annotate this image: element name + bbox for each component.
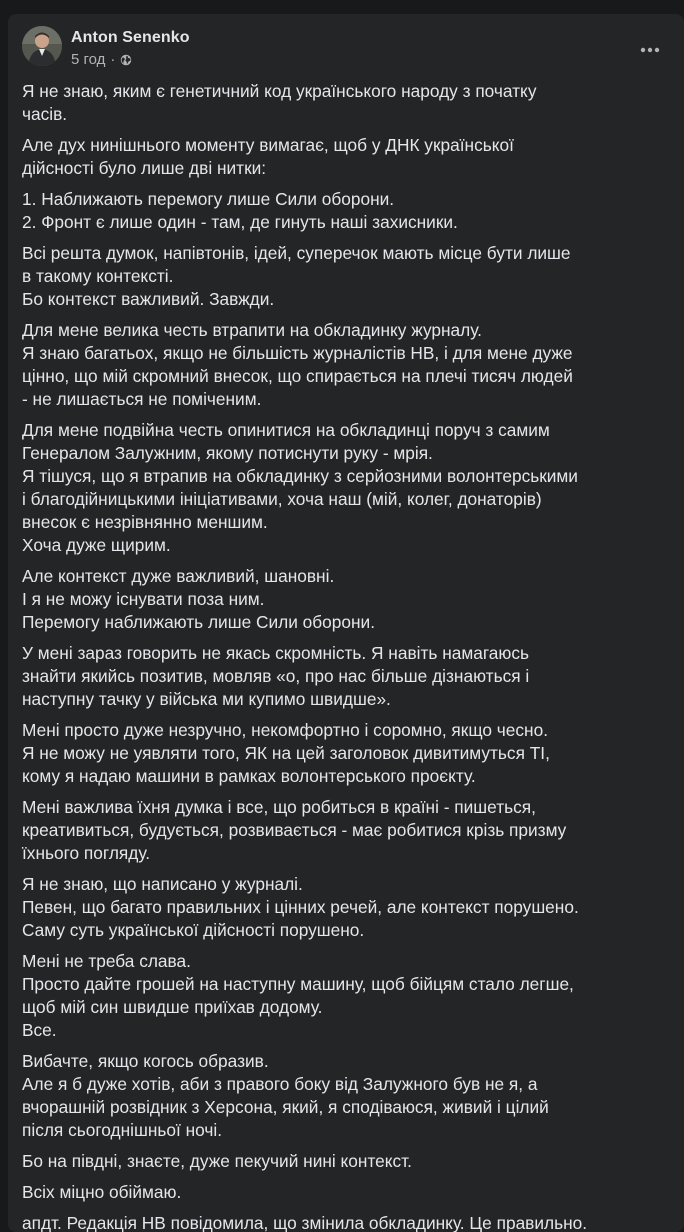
post-text-line: Для мене подвійна честь опинитися на обкладинці поруч з самим bbox=[22, 420, 550, 440]
post-text-line: Всіх міцно обіймаю. bbox=[22, 1182, 182, 1202]
post-text-line: Саму суть української дійсності порушено. bbox=[22, 920, 365, 940]
post-text-line: цінно, що мій скромний внесок, що спирається на плечі тисяч людей bbox=[22, 366, 573, 386]
post-text-line: Генералом Залужним, якому потиснути руку - мрія. bbox=[22, 443, 433, 463]
post-text-line: Мені просто дуже незручно, некомфортно і соромно, якщо чесно. bbox=[22, 720, 548, 740]
post-text-line: Я не знаю, що написано у журналі. bbox=[22, 874, 303, 894]
avatar-image bbox=[22, 26, 62, 66]
post-text-line: знайти якийсь позитив, мовляв «о, про нас більше дізнаються і bbox=[22, 666, 530, 686]
post-text-line: Але я б дуже хотів, аби з правого боку від Залужного був не я, а bbox=[22, 1074, 538, 1094]
post-header bbox=[22, 26, 670, 70]
post-text-line: кому я надаю машини в рамках волонтерського проєкту. bbox=[22, 766, 476, 786]
post-text-line: Просто дайте грошей на наступну машину, щоб бійцям стало легше, bbox=[22, 974, 574, 994]
post-text-line: Бо контекст важливий. Завжди. bbox=[22, 289, 275, 309]
post-text-line: Але дух нинішнього моменту вимагає, щоб у ДНК української bbox=[22, 135, 514, 155]
post-text-line: Мені не треба слава. bbox=[22, 951, 191, 971]
post-text-line: Вибачте, якщо когось образив. bbox=[22, 1051, 269, 1071]
post-paragraph bbox=[22, 950, 672, 1042]
post-paragraph bbox=[22, 242, 672, 311]
meta-separator: · bbox=[110, 51, 116, 68]
post-text-line: щоб мій син швидше приїхав додому. bbox=[22, 997, 323, 1017]
post-text-line: 1. Наближають перемогу лише Сили оборони. bbox=[22, 189, 395, 209]
post-text-line: внесок є незрівнянно меншим. bbox=[22, 512, 268, 532]
post-text-line: після сьогоднішньої ночі. bbox=[22, 1120, 222, 1140]
post-paragraph bbox=[22, 873, 672, 942]
post-text-line: І я не можу існувати поза ним. bbox=[22, 589, 265, 609]
post-text-line: і благодійницькими ініціативами, хоча наш (мій, колег, донаторів) bbox=[22, 489, 542, 509]
post-text-line: вчорашній розвідник з Херсона, який, я сподіваюся, живий і цілий bbox=[22, 1097, 549, 1117]
post-paragraph bbox=[22, 642, 672, 711]
post-time[interactable]: 5 год bbox=[71, 51, 106, 68]
post-text-line: Я не можу не уявляти того, ЯК на цей заголовок дивитимуться ТІ, bbox=[22, 743, 550, 763]
post-text-line: Для мене велика честь втрапити на обкладинку журналу. bbox=[22, 320, 482, 340]
post-paragraph bbox=[22, 1150, 672, 1173]
post-text-line: апдт. Редакція НВ повідомила, що змінила обкладинку. Це правильно. bbox=[22, 1213, 588, 1232]
post-text-line: Мені важлива їхня думка і все, що робиться в країні - пишеться, bbox=[22, 797, 536, 817]
post-text bbox=[22, 80, 672, 1232]
post-text-line: Певен, що багато правильних і цінних речей, але контекст порушено. bbox=[22, 897, 579, 917]
post-text-line: Перемогу наближають лише Сили оборони. bbox=[22, 612, 375, 632]
post-paragraph bbox=[22, 419, 672, 557]
post-paragraph bbox=[22, 188, 672, 234]
post-meta bbox=[71, 51, 132, 68]
post-text-line: Всі решта думок, напівтонів, ідей, суперечок мають місце бути лише bbox=[22, 243, 571, 263]
author-name[interactable]: Anton Senenko bbox=[71, 29, 190, 46]
post-text-line: Я знаю багатьох, якщо не більшість журналістів НВ, і для мене дуже bbox=[22, 343, 573, 363]
post-text-line: Я не знаю, яким є генетичний код українського народу з початку bbox=[22, 81, 537, 101]
post-paragraph bbox=[22, 796, 672, 865]
post-text-line: наступну тачку у війська ми купимо швидше». bbox=[22, 689, 391, 709]
post-paragraph bbox=[22, 565, 672, 634]
post-text-line: Все. bbox=[22, 1020, 57, 1040]
post-paragraph bbox=[22, 1050, 672, 1142]
post-text-line: в такому контексті. bbox=[22, 266, 174, 286]
more-horizontal-icon bbox=[640, 47, 660, 53]
post-paragraph bbox=[22, 134, 672, 180]
post-paragraph bbox=[22, 80, 672, 126]
post-text-line: Хоча дуже щирим. bbox=[22, 535, 171, 555]
post-text-line: креативиться, будується, розвивається - має робитися крізь призму bbox=[22, 820, 567, 840]
post-paragraph bbox=[22, 1212, 672, 1232]
post-paragraph bbox=[22, 1181, 672, 1204]
post-text-line: У мені зараз говорить не якась скромність. Я навіть намагаюсь bbox=[22, 643, 529, 663]
post-paragraph bbox=[22, 719, 672, 788]
author-avatar[interactable] bbox=[22, 26, 62, 66]
post-text-line: Я тішуся, що я втрапив на обкладинку з серйозними волонтерськими bbox=[22, 466, 578, 486]
post-paragraph bbox=[22, 319, 672, 411]
post-text-line: 2. Фронт є лише один - там, де гинуть наші захисники. bbox=[22, 212, 458, 232]
globe-icon[interactable] bbox=[120, 54, 132, 66]
post-card bbox=[8, 14, 684, 1232]
post-text-line: часів. bbox=[22, 104, 68, 124]
post-text-line: - не лишається не поміченим. bbox=[22, 389, 262, 409]
more-options-button[interactable] bbox=[632, 32, 668, 68]
post-text-line: дійсності було лише дві нитки: bbox=[22, 158, 267, 178]
post-text-line: Бо на півдні, знаєте, дуже пекучий нині контекст. bbox=[22, 1151, 412, 1171]
post-text-line: Але контекст дуже важливий, шановні. bbox=[22, 566, 335, 586]
post-text-line: їхнього погляду. bbox=[22, 843, 151, 863]
